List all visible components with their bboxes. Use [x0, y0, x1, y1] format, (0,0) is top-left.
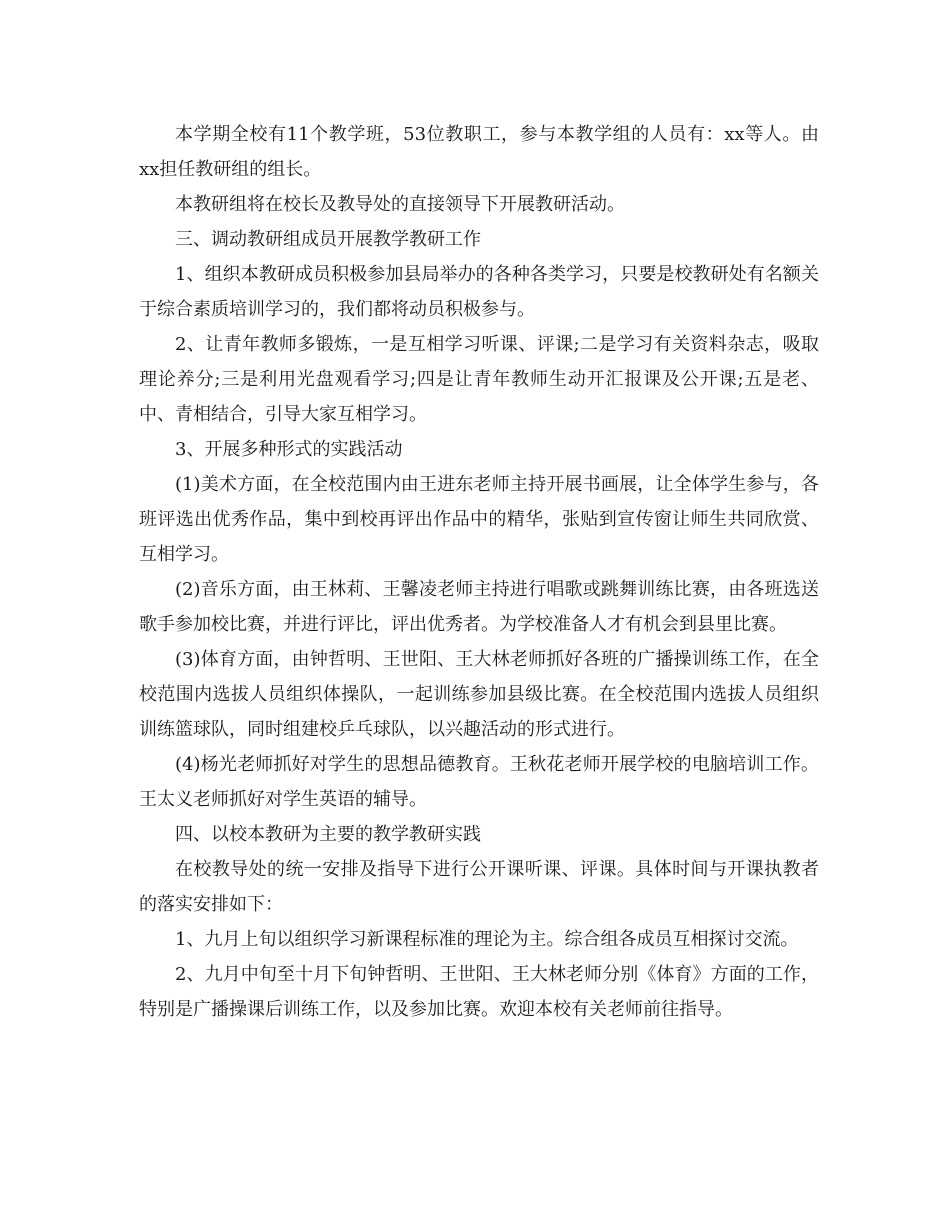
paragraph-item-1: 1、组织本教研成员积极参加县局举办的各种各类学习，只要是校教研处有名额关于综合素质培训学习的，我们都将动员积极参与。 [139, 264, 819, 320]
section-heading-4: 四、以校本教研为主要的教学教研实践 [175, 824, 481, 845]
paragraph-schedule-2: 2、九月中旬至十月下旬钟哲明、王世阳、王大林老师分别《体育》方面的工作，特别是广播操课后训练工作，以及参加比赛。欢迎本校有关老师前往指导。 [139, 964, 819, 1020]
paragraph-schedule-1: 1、九月上旬以组织学习新课程标准的理论为主。综合组各成员互相探讨交流。 [175, 929, 799, 950]
paragraph-leadership: 本教研组将在校长及教导处的直接领导下开展教研活动。 [175, 194, 625, 215]
paragraph-sports: (3)体育方面，由钟哲明、王世阳、王大林老师抓好各班的广播操训练工作，在全校范围内选拔人员组织体操队，一起训练参加县级比赛。在全校范围内选拔人员组织训练篮球队，同时组建校乒乓球队，以兴趣活动的形式进行。 [139, 649, 819, 740]
paragraph-art: (1)美术方面，在全校范围内由王进东老师主持开展书画展，让全体学生参与，各班评选出优秀作品，集中到校再评出作品中的精华，张贴到宣传窗让师生共同欣赏、互相学习。 [139, 474, 819, 565]
paragraph-item-2: 2、让青年教师多锻炼，一是互相学习听课、评课;二是学习有关资料杂志，吸取理论养分;三是利用光盘观看学习;四是让青年教师生动开汇报课及公开课;五是老、中、青相结合，引导大家互相学习。 [139, 334, 819, 425]
paragraph-open-class: 在校教导处的统一安排及指导下进行公开课听课、评课。具体时间与开课执教者的落实安排如下： [139, 859, 819, 915]
paragraph-moral-education: (4)杨光老师抓好对学生的思想品德教育。王秋花老师开展学校的电脑培训工作。王太义老师抓好对学生英语的辅导。 [139, 754, 819, 810]
paragraph-music: (2)音乐方面，由王林莉、王馨凌老师主持进行唱歌或跳舞训练比赛，由各班选送歌手参加校比赛，并进行评比，评出优秀者。为学校准备人才有机会到县里比赛。 [139, 579, 819, 635]
section-heading-3: 三、调动教研组成员开展教学教研工作 [175, 229, 481, 250]
paragraph-item-3: 3、开展多种形式的实践活动 [175, 439, 403, 460]
document-body [139, 117, 819, 1027]
paragraph-staff-overview: 本学期全校有11个教学班，53位教职工，参与本教学组的人员有：xx等人。由xx担任教研组的组长。 [139, 124, 819, 180]
